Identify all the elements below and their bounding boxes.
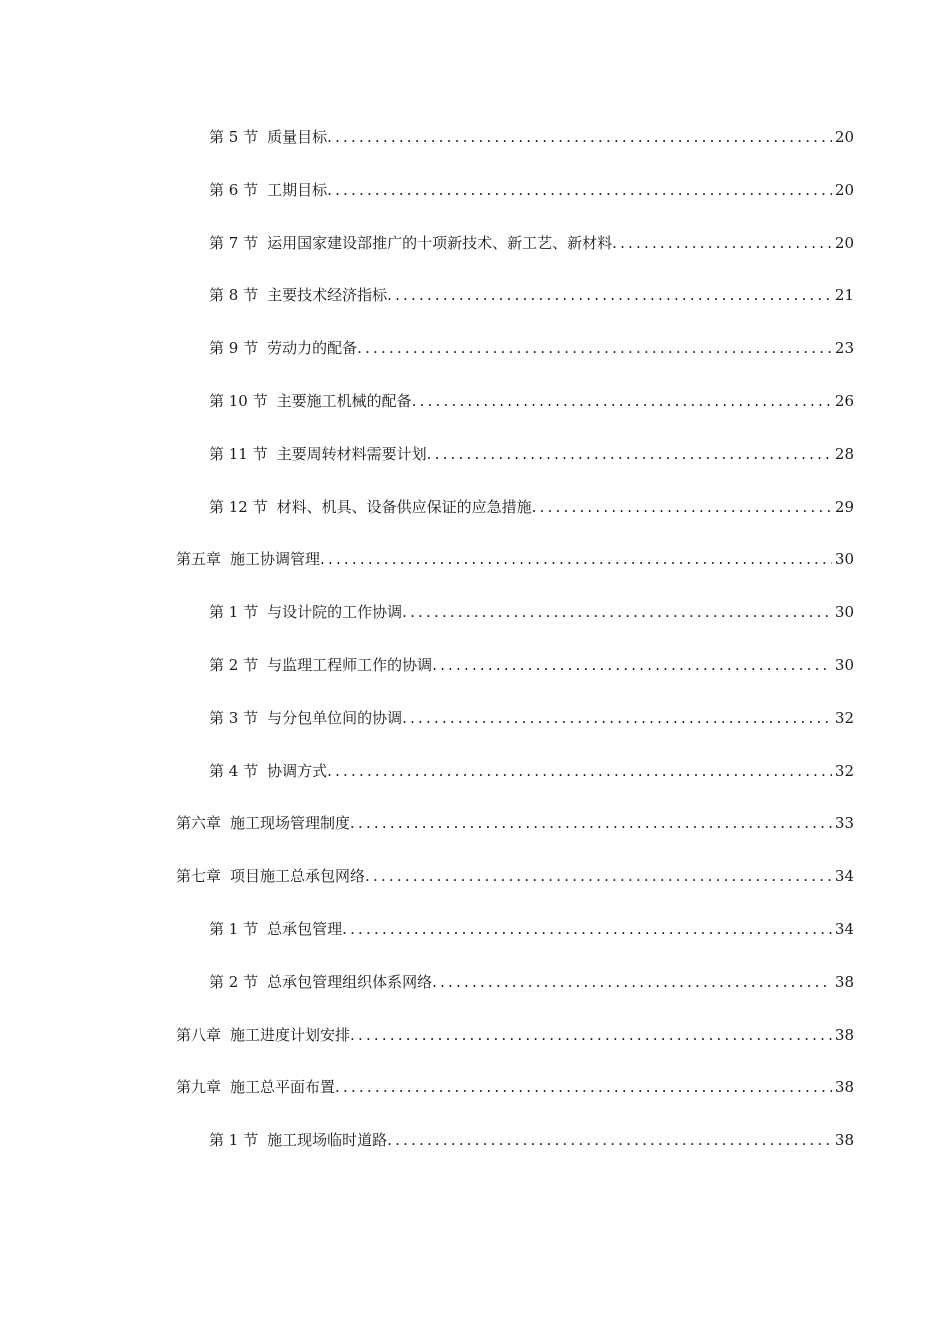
toc-entry-page: 21 <box>834 286 854 305</box>
toc-entry-heading <box>209 124 327 150</box>
dot-leader <box>327 124 832 150</box>
dot-leader <box>335 1074 832 1100</box>
dot-leader <box>320 546 832 572</box>
toc-entry-page: 32 <box>834 761 854 780</box>
toc-entry-page: 20 <box>834 128 854 146</box>
toc-entry-number: 第五章 <box>176 550 222 569</box>
dot-leader <box>365 863 832 889</box>
toc-entry-title: 施工现场管理制度 <box>230 814 351 833</box>
toc-entry[interactable] <box>0 1022 950 1075</box>
toc-entry-heading <box>209 705 402 731</box>
toc-entry-number: 第九章 <box>176 1078 222 1097</box>
toc-entry[interactable] <box>0 916 950 969</box>
toc-entry-heading <box>209 494 532 520</box>
toc-entry-heading <box>209 177 327 203</box>
dot-leader <box>432 969 832 995</box>
toc-entry[interactable] <box>0 1074 950 1127</box>
dot-leader <box>427 441 832 467</box>
dot-leader <box>342 916 832 942</box>
toc-entry-page: 38 <box>834 1131 854 1150</box>
toc-entry[interactable] <box>0 810 950 863</box>
toc-entry[interactable] <box>0 494 950 547</box>
dot-leader <box>402 705 832 731</box>
toc-entry-heading <box>209 599 402 625</box>
toc-entry-number: 第 9 节 <box>209 339 259 358</box>
toc-entry-heading <box>209 282 387 308</box>
toc-entry[interactable] <box>0 652 950 705</box>
toc-entry-page: 28 <box>834 444 854 463</box>
toc-entry-number: 第七章 <box>176 867 222 886</box>
toc-entry-heading <box>209 652 432 678</box>
toc-entry-title: 总承包管理 <box>267 919 343 938</box>
toc-entry-number: 第 4 节 <box>209 761 259 780</box>
toc-entry-title: 质量目标 <box>267 128 328 146</box>
toc-entry-number: 第 11 节 <box>209 444 268 463</box>
toc-entry-page: 34 <box>834 867 854 886</box>
toc-entry[interactable] <box>0 1127 950 1180</box>
toc-entry-number: 第 1 节 <box>209 1131 259 1150</box>
toc-entry[interactable] <box>0 758 950 811</box>
toc-entry-title: 运用国家建设部推广的十项新技术、新工艺、新材料 <box>267 233 613 252</box>
toc-entry-title: 主要周转材料需要计划 <box>276 444 427 463</box>
toc-entry-page: 38 <box>834 1078 854 1097</box>
toc-entry-number: 第六章 <box>176 814 222 833</box>
dot-leader <box>402 599 832 625</box>
toc-entry-page: 30 <box>834 655 854 674</box>
dot-leader <box>327 177 832 203</box>
toc-entry-heading <box>209 969 432 995</box>
toc-entry-number: 第 3 节 <box>209 708 259 727</box>
toc-entry-title: 与设计院的工作协调 <box>267 603 403 622</box>
toc-entry-heading <box>176 546 320 572</box>
toc-entry-title: 项目施工总承包网络 <box>230 867 366 886</box>
toc-entry[interactable] <box>0 599 950 652</box>
toc-entry[interactable] <box>0 230 950 283</box>
toc-entry-title: 协调方式 <box>267 761 328 780</box>
toc-entry-heading <box>209 388 412 414</box>
table-of-contents <box>0 124 950 1180</box>
toc-entry-page: 20 <box>834 180 854 199</box>
toc-entry[interactable] <box>0 705 950 758</box>
toc-entry-heading <box>209 1127 387 1153</box>
dot-leader <box>350 1022 832 1048</box>
toc-entry-page: 30 <box>834 603 854 622</box>
toc-entry-title: 施工总平面布置 <box>230 1078 336 1097</box>
toc-entry[interactable] <box>0 969 950 1022</box>
toc-entry-page: 38 <box>834 972 854 991</box>
toc-entry-title: 主要施工机械的配备 <box>276 391 412 410</box>
dot-leader <box>532 494 832 520</box>
toc-entry-heading <box>176 863 365 889</box>
toc-entry-page: 33 <box>834 814 854 833</box>
toc-entry-title: 总承包管理组织体系网络 <box>267 972 433 991</box>
toc-entry-number: 第 12 节 <box>209 497 268 516</box>
dot-leader <box>350 810 832 836</box>
toc-entry[interactable] <box>0 441 950 494</box>
dot-leader <box>432 652 832 678</box>
toc-entry-page: 26 <box>834 391 854 410</box>
toc-entry-page: 32 <box>834 708 854 727</box>
toc-entry-title: 与分包单位间的协调 <box>267 708 403 727</box>
dot-leader <box>387 282 832 308</box>
toc-entry[interactable] <box>0 863 950 916</box>
toc-entry-page: 34 <box>834 919 854 938</box>
toc-entry[interactable] <box>0 282 950 335</box>
toc-entry-title: 劳动力的配备 <box>267 339 358 358</box>
toc-entry-title: 工期目标 <box>267 180 328 199</box>
dot-leader <box>612 230 832 256</box>
toc-entry-number: 第 1 节 <box>209 603 259 622</box>
toc-entry-heading <box>209 441 427 467</box>
toc-entry-heading <box>209 230 612 256</box>
toc-entry-heading <box>209 335 357 361</box>
dot-leader <box>387 1127 832 1153</box>
toc-entry-page: 23 <box>834 339 854 358</box>
toc-entry-title: 与监理工程师工作的协调 <box>267 655 433 674</box>
toc-entry[interactable] <box>0 388 950 441</box>
dot-leader <box>412 388 832 414</box>
toc-entry-title: 施工协调管理 <box>230 550 321 569</box>
toc-entry-heading <box>176 1022 350 1048</box>
toc-entry-page: 20 <box>834 233 854 252</box>
toc-entry-heading <box>176 1074 335 1100</box>
toc-entry-page: 29 <box>834 497 854 516</box>
toc-entry[interactable] <box>0 177 950 230</box>
toc-entry-number: 第 1 节 <box>209 919 259 938</box>
toc-entry-number: 第 2 节 <box>209 972 259 991</box>
toc-entry-page: 30 <box>834 550 854 569</box>
toc-entry-number: 第 6 节 <box>209 180 259 199</box>
toc-entry-number: 第 10 节 <box>209 391 268 410</box>
toc-entry-number: 第八章 <box>176 1025 222 1044</box>
toc-entry-number: 第 5 节 <box>209 128 259 146</box>
toc-entry[interactable] <box>0 546 950 599</box>
dot-leader <box>327 758 832 784</box>
toc-entry-number: 第 8 节 <box>209 286 259 305</box>
toc-entry-heading <box>209 916 342 942</box>
toc-entry-number: 第 7 节 <box>209 233 259 252</box>
toc-entry-page: 38 <box>834 1025 854 1044</box>
toc-entry-number: 第 2 节 <box>209 655 259 674</box>
toc-entry-title: 材料、机具、设备供应保证的应急措施 <box>276 497 532 516</box>
dot-leader <box>357 335 832 361</box>
toc-entry-heading <box>209 758 327 784</box>
toc-entry[interactable] <box>0 335 950 388</box>
toc-entry-title: 主要技术经济指标 <box>267 286 388 305</box>
toc-entry-heading <box>176 810 350 836</box>
toc-entry-title: 施工进度计划安排 <box>230 1025 351 1044</box>
toc-entry-title: 施工现场临时道路 <box>267 1131 388 1150</box>
toc-entry[interactable] <box>0 124 950 177</box>
